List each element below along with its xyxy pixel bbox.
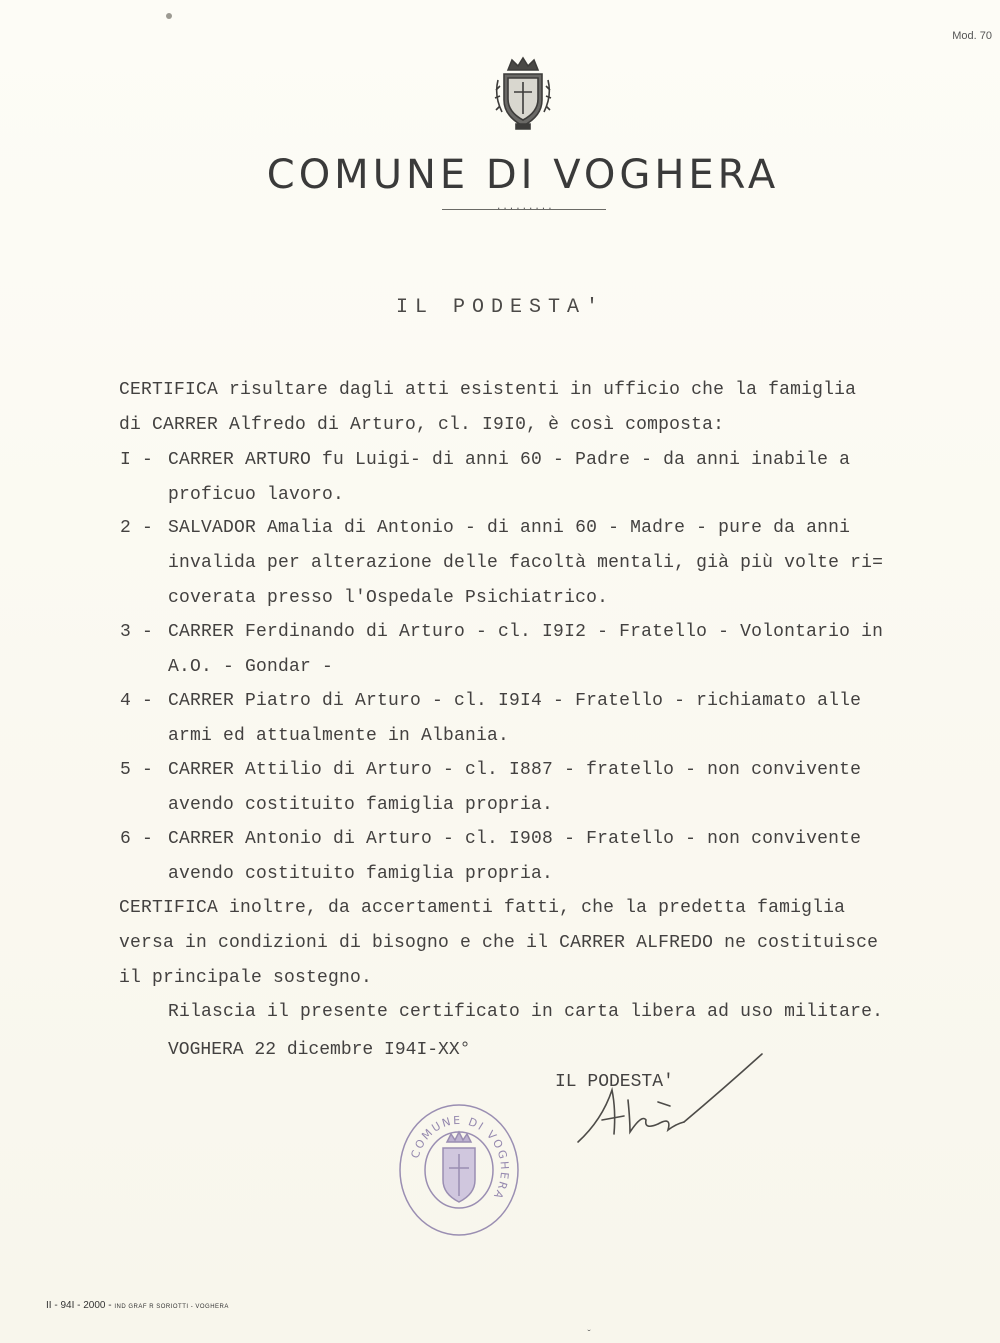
member-number: 4 -: [120, 691, 165, 711]
member-number: I -: [120, 450, 165, 470]
comune-di-voghera-stamp-icon: [397, 1102, 521, 1238]
member-line: CARRER Antonio di Arturo - cl. I908 - Fratello - non convivente: [168, 829, 862, 849]
member-line: SALVADOR Amalia di Antonio - di anni 60 - Madre - pure da anni: [168, 518, 851, 538]
member-line: coverata presso l'Ospedale Psichiatrico.: [168, 588, 609, 608]
member-line: CARRER Attilio di Arturo - cl. I887 - fratello - non convivente: [168, 760, 862, 780]
printer-imprint: [46, 1300, 229, 1311]
further-line: CERTIFICA inoltre, da accertamenti fatti, che la predetta famiglia: [119, 898, 846, 918]
title-divider-ornament: ·········: [496, 204, 554, 214]
member-line: CARRER Piatro di Arturo - cl. I9I4 - Fratello - richiamato alle: [168, 691, 862, 711]
member-line: CARRER Ferdinando di Arturo - cl. I9I2 - Fratello - Volontario in: [168, 622, 884, 642]
further-line: versa in condizioni di bisogno e che il CARRER ALFREDO ne costituisce: [119, 933, 879, 953]
page-title: COMUNE DI VOGHERA: [266, 152, 780, 198]
release-line: Rilascia il presente certificato in carta libera ad uso militare.: [168, 1002, 884, 1022]
member-number: 6 -: [120, 829, 165, 849]
member-line: CARRER ARTURO fu Luigi- di anni 60 - Padre - da anni inabile a: [168, 450, 851, 470]
intro-line: di CARRER Alfredo di Arturo, cl. I9I0, è così composta:: [119, 415, 725, 435]
svg-text:COMUNE DI VOGHERA: COMUNE DI VOGHERA: [408, 1113, 512, 1203]
further-line: il principale sostegno.: [119, 968, 373, 988]
form-code: Mod. 70: [952, 30, 992, 42]
member-line: A.O. - Gondar -: [168, 657, 334, 677]
signatory-title: IL PODESTA': [555, 1072, 674, 1092]
corner-mark: ˇ: [586, 1330, 593, 1341]
office-heading: IL PODESTA': [396, 296, 606, 319]
intro-line: CERTIFICA risultare dagli atti esistenti in ufficio che la famiglia: [119, 380, 857, 400]
member-number: 2 -: [120, 518, 165, 538]
binding-hole: [166, 13, 172, 19]
member-number: 3 -: [120, 622, 165, 642]
place-date: VOGHERA 22 dicembre I94I-XX°: [168, 1040, 471, 1060]
printer-name: IND GRAF R SORIOTTI - VOGHERA: [114, 1304, 229, 1310]
handwritten-signature-icon: [572, 1050, 772, 1150]
print-code: II - 94I - 2000 -: [46, 1300, 112, 1311]
member-line: proficuo lavoro.: [168, 485, 345, 505]
member-line: avendo costituito famiglia propria.: [168, 864, 554, 884]
member-number: 5 -: [120, 760, 165, 780]
member-line: armi ed attualmente in Albania.: [168, 726, 510, 746]
member-line: avendo costituito famiglia propria.: [168, 795, 554, 815]
municipal-crest-icon: [494, 56, 552, 130]
member-line: invalida per alterazione delle facoltà mentali, già più volte ri=: [168, 553, 884, 573]
